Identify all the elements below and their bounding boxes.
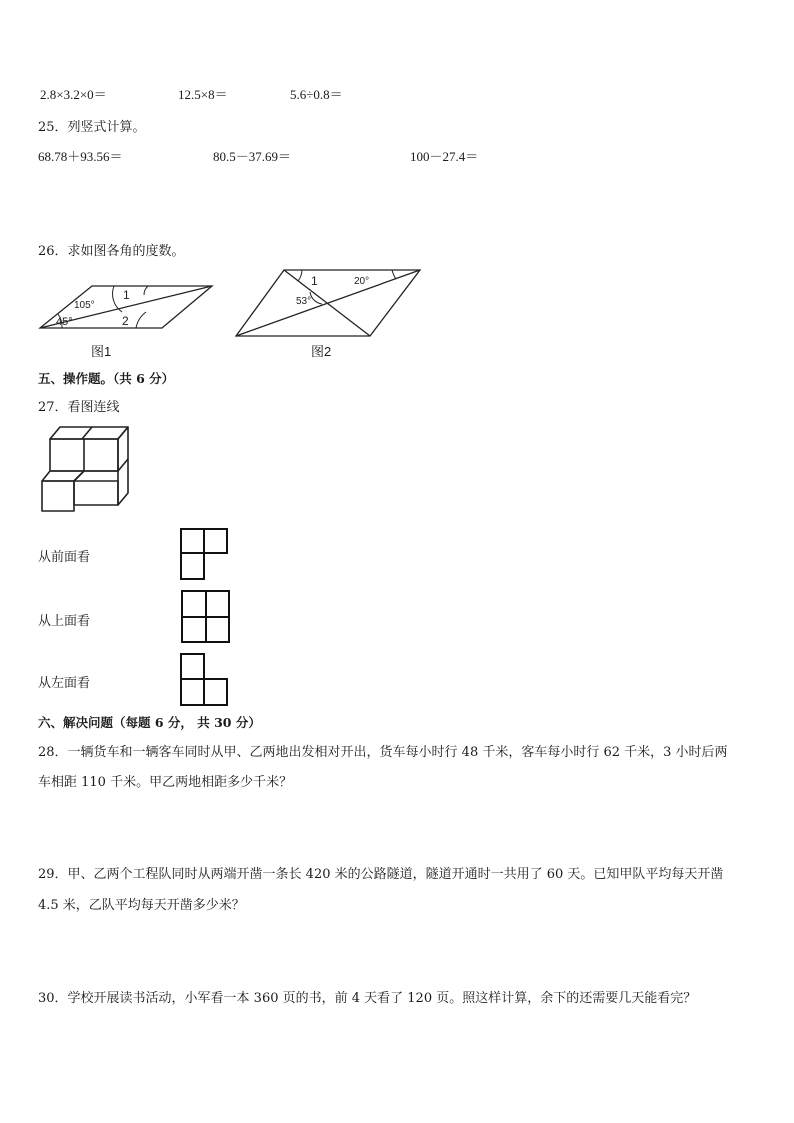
fig1-label-1: 1 xyxy=(123,288,130,302)
fig1-angle-45: 45° xyxy=(56,316,73,328)
fig2-label-1: 1 xyxy=(311,274,318,288)
view-label-top: 从上面看 xyxy=(38,614,91,629)
expr-2-8-times-3-2-times-0: 2.8×3.2×0＝ xyxy=(40,87,107,102)
fig1-label-2: 2 xyxy=(122,314,129,328)
q27-title: 27．看图连线 xyxy=(38,400,120,415)
expr-5-6-div-0-8: 5.6÷0.8＝ xyxy=(290,87,343,102)
q25-expr-3: 100－27.4＝ xyxy=(410,149,479,164)
view-label-front: 从前面看 xyxy=(38,550,91,565)
cube-stack-figure xyxy=(38,423,132,515)
section-6-heading: 六、解决问题（每题 6 分， 共 30 分） xyxy=(38,715,261,730)
q26-title: 26．求如图各角的度数。 xyxy=(38,244,185,259)
q25-expr-2: 80.5－37.69＝ xyxy=(213,149,292,164)
section-5-heading: 五、操作题。（共 6 分） xyxy=(38,371,175,386)
figure-1-caption: 图1 xyxy=(91,344,112,359)
q25-expr-1: 68.78＋93.56＝ xyxy=(38,149,123,164)
figure-2-parallelogram xyxy=(232,266,424,340)
q29-line-1: 29．甲、乙两个工程队同时从两端开凿一条长 420 米的公路隧道，隧道开通时一共用了 60 天。已知甲队平均每天开凿 xyxy=(38,867,724,882)
q28-line-2: 车相距 110 千米。甲乙两地相距多少千米？ xyxy=(38,775,293,790)
q28-line-1: 28．一辆货车和一辆客车同时从甲、乙两地出发相对开出，货车每小时行 48 千米，客车每小时行 62 千米，3 小时后两 xyxy=(38,745,728,760)
q30-line-1: 30．学校开展读书活动，小军看一本 360 页的书，前 4 天看了 120 页。照这样计算，余下的还需要几天能看完？ xyxy=(38,991,697,1006)
fig1-angle-105: 105° xyxy=(74,300,95,311)
view-label-left: 从左面看 xyxy=(38,676,91,691)
figure-2-caption: 图2 xyxy=(311,344,332,359)
q25-title: 25．列竖式计算。 xyxy=(38,120,146,135)
fig2-angle-20: 20° xyxy=(354,276,370,287)
view-shape-front xyxy=(179,527,231,583)
view-shape-left xyxy=(179,652,231,708)
q29-line-2: 4.5 米，乙队平均每天开凿多少米？ xyxy=(38,898,245,913)
fig2-angle-53: 53° xyxy=(296,296,312,307)
expr-12-5-times-8: 12.5×8＝ xyxy=(178,87,228,102)
view-shape-top xyxy=(179,589,233,645)
figure-1-parallelogram xyxy=(36,278,216,338)
